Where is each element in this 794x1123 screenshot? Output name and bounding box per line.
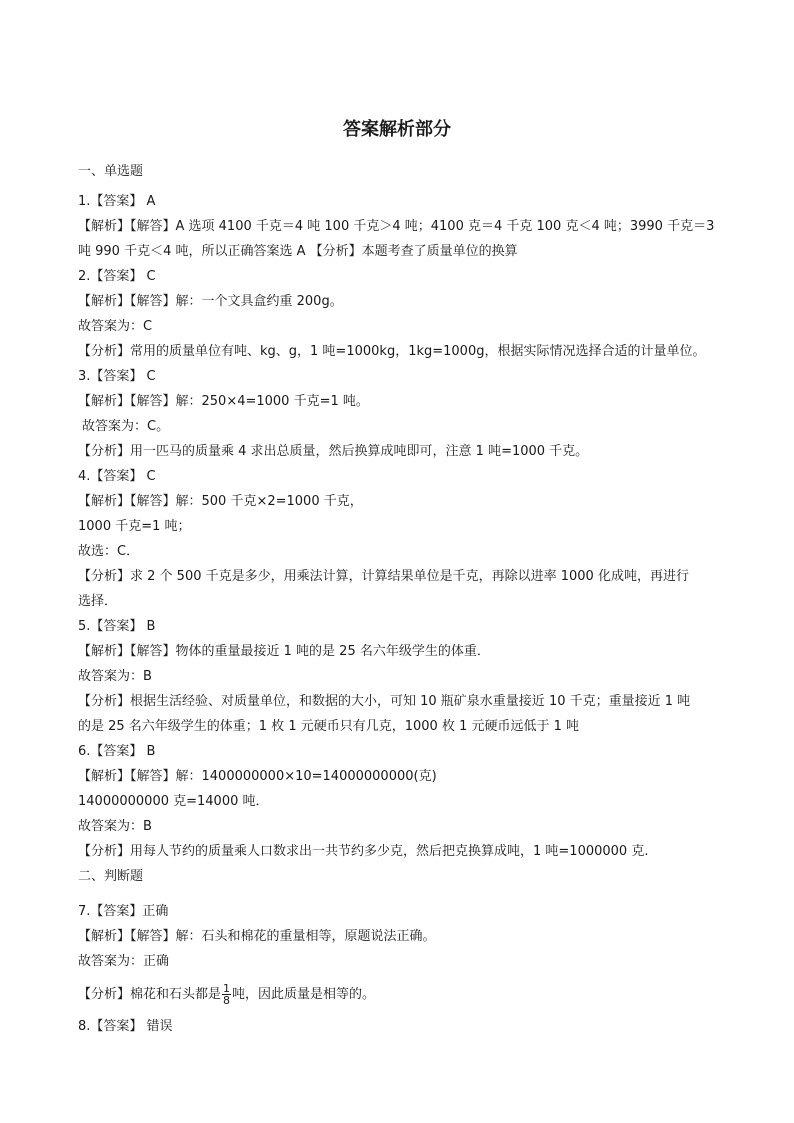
q6-note: 【分析】用每人节约的质量乘人口数求出一共节约多少克，然后把克换算成吨，1 吨=1000000 克. <box>78 844 649 859</box>
q1-analysis-line1: 【解析】【解答】A 选项 4100 千克＝4 吨 100 千克＞4 吨；4100 克＝4 千克 100 克＜4 吨；3990 千克＝3 <box>78 219 715 234</box>
q4-answer: 4.【答案】 C <box>78 469 156 484</box>
q2-result: 故答案为：C <box>78 319 153 334</box>
fraction-denominator: 8 <box>223 994 231 1007</box>
q1-answer: 1.【答案】 A <box>78 194 156 209</box>
q5-result: 故答案为：B <box>78 669 152 684</box>
q4-solution-line1: 【解析】【解答】解：500 千克×2=1000 千克， <box>78 494 363 509</box>
section-heading-single-choice: 一、单选题 <box>78 164 144 179</box>
q6-result: 故答案为：B <box>78 819 152 834</box>
q5-note-line1: 【分析】根据生活经验、对质量单位，和数据的大小，可知 10 瓶矿泉水重量接近 10 千克；重量接近 1 吨 <box>78 694 691 709</box>
q2-solution: 【解析】【解答】解：一个文具盒约重 200g。 <box>78 294 343 309</box>
q7-result: 故答案为：正确 <box>78 954 170 969</box>
fraction-one-eighth <box>222 983 231 1006</box>
fraction-numerator: 1 <box>223 982 231 995</box>
q7-solution: 【解析】【解答】解：石头和棉花的重量相等，原题说法正确。 <box>78 929 436 944</box>
q4-result: 故选：C． <box>78 544 140 559</box>
q6-solution-line1: 【解析】【解答】解：1400000000×10=14000000000(克) <box>78 769 437 784</box>
q7-note <box>78 983 728 1006</box>
section-heading-true-false: 二、判断题 <box>78 869 144 884</box>
q4-note-line2: 选择． <box>78 594 118 609</box>
q5-solution: 【解析】【解答】物体的重量最接近 1 吨的是 25 名六年级学生的体重． <box>78 644 490 659</box>
q5-answer: 5.【答案】 B <box>78 619 156 634</box>
q5-note-line2: 的是 25 名六年级学生的体重；1 枚 1 元硬币只有几克，1000 枚 1 元硬币远低于 1 吨 <box>78 719 580 734</box>
q3-solution: 【解析】【解答】解：250×4=1000 千克=1 吨。 <box>78 394 369 409</box>
q2-answer: 2.【答案】 C <box>78 269 156 284</box>
q7-note-suffix: 吨，因此质量是相等的。 <box>232 987 376 1002</box>
q2-note: 【分析】常用的质量单位有吨、kg、g，1 吨=1000kg，1kg=1000g，根据实际情况选择合适的计量单位。 <box>78 344 706 359</box>
q6-answer: 6.【答案】 B <box>78 744 156 759</box>
q7-note-prefix: 【分析】棉花和石头都是 <box>78 987 222 1002</box>
q3-note: 【分析】用一匹马的质量乘 4 求出总质量，然后换算成吨即可，注意 1 吨=1000 千克。 <box>78 444 589 459</box>
q4-solution-line2: 1000 千克=1 吨； <box>78 519 191 534</box>
q8-answer: 8.【答案】 错误 <box>78 1019 173 1034</box>
q6-solution-line2: 14000000000 克=14000 吨． <box>78 794 269 809</box>
q3-result: 故答案为：C。 <box>82 419 170 434</box>
page-title: 答案解析部分 <box>343 119 451 140</box>
q3-answer: 3.【答案】 C <box>78 369 156 384</box>
q1-analysis-line2: 吨 990 千克＜4 吨，所以正确答案选 A 【分析】本题考查了质量单位的换算 <box>78 244 518 259</box>
q4-note-line1: 【分析】求 2 个 500 千克是多少，用乘法计算，计算结果单位是千克，再除以进率 1000 化成吨，再进行 <box>78 569 689 584</box>
q7-answer: 7.【答案】正确 <box>78 904 169 919</box>
